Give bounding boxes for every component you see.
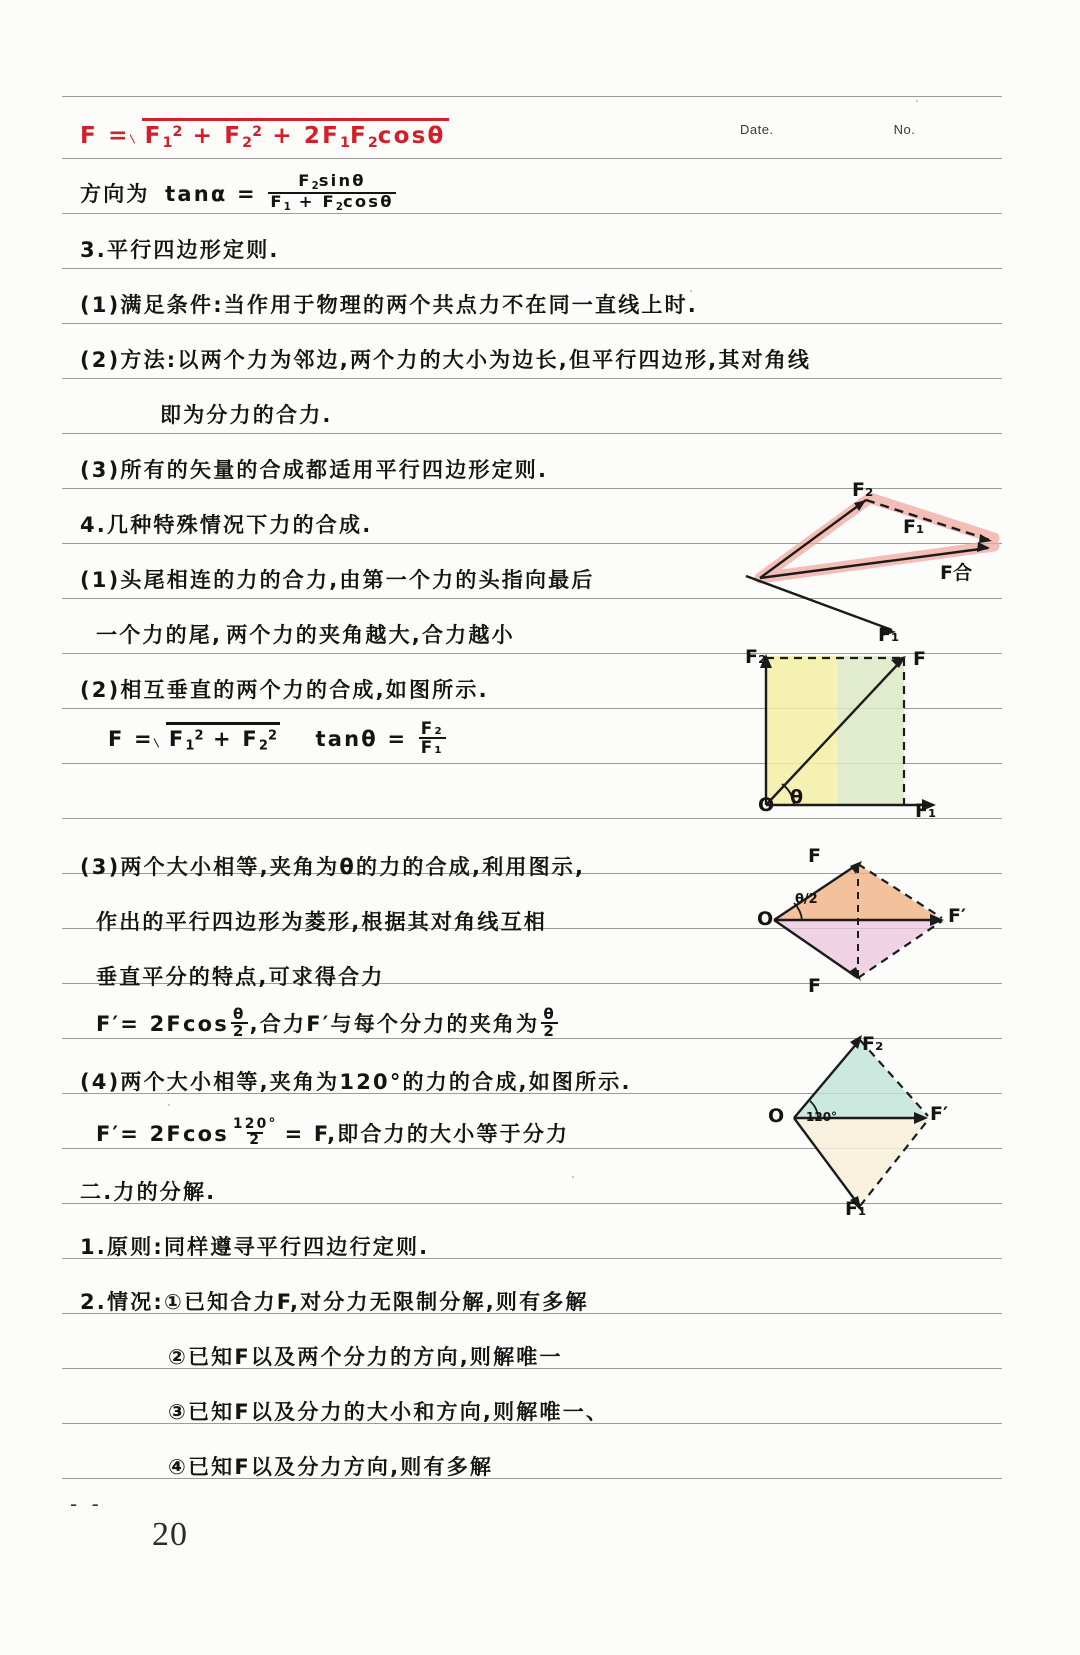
theta-half-num: θ [232, 1004, 246, 1023]
label-f-fig2: F [913, 648, 926, 670]
tan-denominator: $F_1 + F_2\cos\theta$ [270, 191, 394, 213]
label-origin-fig3: O [757, 908, 774, 930]
tan2-denominator: F₁ [420, 737, 444, 757]
label-f1-fig2: F₁ [915, 800, 937, 822]
section-2-item-2d: ④已知F以及分力方向,则有多解 [168, 1455, 494, 1479]
label-f-top-fig3: F [808, 845, 821, 867]
label-resultant-fig3: F′ [948, 905, 966, 927]
section-4-item-1a: (1)头尾相连的力的合力,由第一个力的头指向最后 [80, 568, 595, 592]
section-3-item-2b: 即为分力的合力. [160, 403, 333, 427]
resultant-formula: $F = F_1^2 + F_2^2 + 2F_1F_2\cos\theta$ [80, 118, 449, 151]
deg120-num: 120° [232, 1116, 278, 1133]
label-f2-fig4: F₂ [862, 1033, 884, 1055]
arrowhead-resultant-fig3 [930, 914, 944, 926]
label-angle-fig3: θ/2 [795, 892, 818, 907]
section-3-item-3: (3)所有的矢量的合成都适用平行四边形定则. [80, 458, 549, 482]
section-3-title: 3.平行四边形定则. [80, 238, 280, 262]
perpendicular-formula: $F = F_1^2 + F_2^2$ tanθ = $\frac{\text{F₂}}{\text{F₁}}$ [108, 718, 444, 757]
label-origin-fig2: O [758, 794, 775, 816]
label-f-bottom-fig3: F [808, 975, 821, 997]
theta-half-num-2: θ [543, 1004, 556, 1023]
theta-half-den: 2 [232, 1022, 246, 1040]
no-label: No. [893, 122, 916, 137]
section-4-item-3a: (3)两个大小相等,夹角为θ的力的合成,利用图示, [80, 855, 586, 879]
label-f1-fig4: F₁ [845, 1198, 867, 1220]
section-4-item-3b: 作出的平行四边形为菱形,根据其对角线互相 [96, 910, 547, 934]
rhombus-120-degree-figure [788, 1030, 948, 1220]
stray-marks: - - [70, 1492, 103, 1516]
section-4-item-4: (4)两个大小相等,夹角为120°的力的合成,如图所示. [80, 1070, 632, 1094]
label-f1-top-fig2: F₁ [878, 624, 900, 646]
theta-half-den-2: 2 [543, 1022, 557, 1040]
label-theta-fig2: θ [790, 786, 804, 808]
tan-numerator: $F_2\sin\theta$ [298, 171, 366, 192]
section-3-item-2: (2)方法:以两个力为邻边,两个力的大小为边长,但平行四边形,其对角线 [80, 348, 812, 372]
section-3-item-1: (1)满足条件:当作用于物理的两个共点力不在同一直线上时. [80, 293, 698, 317]
section-2-item-2: 2.情况:①已知合力F,对分力无限制分解,则有多解 [80, 1290, 589, 1314]
equal-forces-rhombus-figure [766, 858, 956, 988]
label-origin-fig4: O [768, 1105, 785, 1127]
deg120-den: 2 [249, 1132, 262, 1148]
fill-right [838, 656, 904, 805]
emphasis-red-note: 两个力的夹角越大,合力越小 [226, 623, 515, 647]
section-2-item-2b: ②已知F以及两个分力的方向,则解唯一 [168, 1345, 563, 1369]
section-4-item-3c: 垂直平分的特点,可求得合力 [96, 965, 385, 989]
radicand-2: $F_1^2 + F_2^2$ [166, 722, 280, 754]
fill-bottom-rhombus-120 [794, 1118, 928, 1206]
section-2-item-1: 1.原则:同样遵寻平行四边行定则. [80, 1235, 430, 1259]
label-resultant-fig4: F′ [930, 1103, 948, 1125]
section-2-item-2c: ③已知F以及分力的大小和方向,则解唯一、 [168, 1400, 610, 1424]
section-4-title: 4.几种特殊情况下力的合成. [80, 513, 373, 537]
page-number: 20 [152, 1516, 188, 1553]
fill-left [766, 656, 838, 805]
label-f2-fig1: F₂ [852, 479, 874, 501]
label-angle-fig4: 120° [806, 1110, 838, 1124]
perpendicular-forces-figure [760, 648, 940, 813]
section-4-item-1b: 一个力的尾, 两个力的夹角越大,合力越小 [96, 623, 515, 647]
label-f1-fig1: F₁ [903, 516, 925, 538]
radicand: $F_1^2 + F_2^2 + 2F_1F_2\cos\theta$ [142, 118, 449, 151]
section-4-item-2: (2)相互垂直的两个力的合成,如图所示. [80, 678, 489, 702]
direction-line: 方向为 tanα = $\frac{F_2\sin\theta}{F_1 + F_2\cos\theta}$ [80, 171, 394, 213]
rhombus-formula-line: F′= 2Fcos $\frac{\theta}{2}$ ,合力F′与每个分力的夹角为 $\frac{\theta}{2}$ [96, 1004, 557, 1040]
date-label: Date. [740, 122, 774, 137]
tan2-numerator: F₂ [420, 718, 444, 739]
label-resultant-fig1: F合 [940, 562, 972, 584]
page-header [740, 122, 1020, 137]
label-f2-fig2: F₂ [745, 646, 767, 668]
section-2-title: 二.力的分解. [80, 1180, 217, 1204]
rhombus120-formula-line: F′= 2Fcos $\frac{120^\circ}{2}$ = F,即合力的大小等于分力 [96, 1116, 570, 1148]
